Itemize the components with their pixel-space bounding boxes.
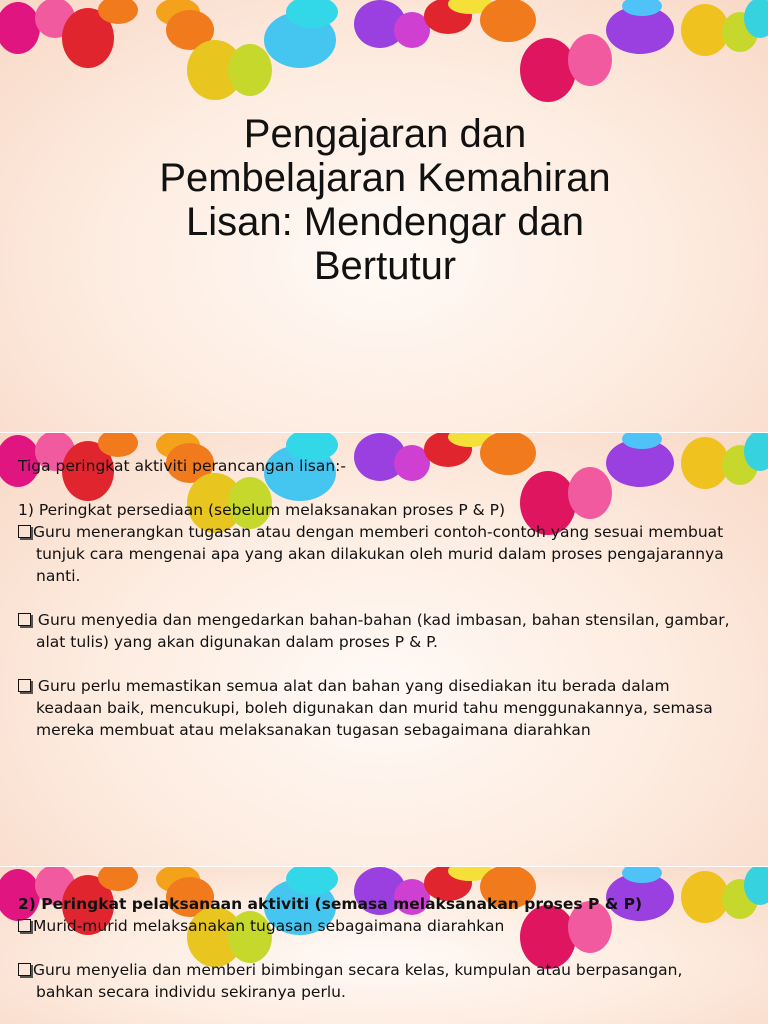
bullet-continuation: mereka membuat atau melaksanakan tugasan sebagaimana diarahkan: [36, 721, 591, 739]
checkbox-bullet-icon: [18, 679, 31, 692]
checkbox-bullet-icon: [18, 525, 31, 538]
bullet-continuation: nanti.: [36, 567, 81, 585]
checkbox-bullet-icon: [18, 919, 31, 932]
slide-body: [18, 893, 753, 1003]
title-line: Lisan: Mendengar dan: [185, 200, 585, 244]
checkbox-bullet-icon: [18, 963, 31, 976]
slide-preparation: [0, 433, 768, 866]
slide-implementation: [0, 867, 768, 1024]
bullet-item: Guru menerangkan tugasan atau dengan memberi contoh-contoh yang sesuai membuat: [18, 521, 753, 543]
bullet-continuation: alat tulis) yang akan digunakan dalam proses P & P.: [36, 633, 438, 651]
checkbox-bullet-icon: [18, 613, 31, 626]
bullet-item: Guru perlu memastikan semua alat dan bahan yang disediakan itu berada dalam: [18, 675, 753, 697]
slide-body: [18, 455, 753, 741]
slide-title: [0, 0, 768, 432]
bullet-item: Murid-murid melaksanakan tugasan sebagaimana diarahkan: [18, 915, 753, 937]
title-line: Pengajaran dan: [243, 112, 527, 156]
bullet-item: Guru menyedia dan mengedarkan bahan-bahan (kad imbasan, bahan stensilan, gambar,: [18, 609, 753, 631]
slide-title-text: [100, 112, 670, 288]
flower-garland-decoration: [0, 0, 768, 112]
bullet-item: Guru menyelia dan memberi bimbingan secara kelas, kumpulan atau berpasangan,: [18, 959, 753, 981]
stage-heading: 2) Peringkat pelaksanaan aktiviti (semasa melaksanakan proses P & P): [18, 895, 643, 913]
title-line: Bertutur: [313, 244, 457, 288]
bullet-continuation: bahkan secara individu sekiranya perlu.: [36, 983, 346, 1001]
bullet-continuation: tunjuk cara mengenai apa yang akan dilakukan oleh murid dalam proses pengajarannya: [36, 545, 724, 563]
title-line: Pembelajaran Kemahiran: [159, 156, 611, 200]
stage-heading: 1) Peringkat persediaan (sebelum melaksanakan proses P & P): [18, 501, 506, 519]
bullet-continuation: keadaan baik, mencukupi, boleh digunakan dan murid tahu menggunakannya, semasa: [36, 699, 713, 717]
intro-text: Tiga peringkat aktiviti perancangan lisan:-: [18, 457, 346, 475]
